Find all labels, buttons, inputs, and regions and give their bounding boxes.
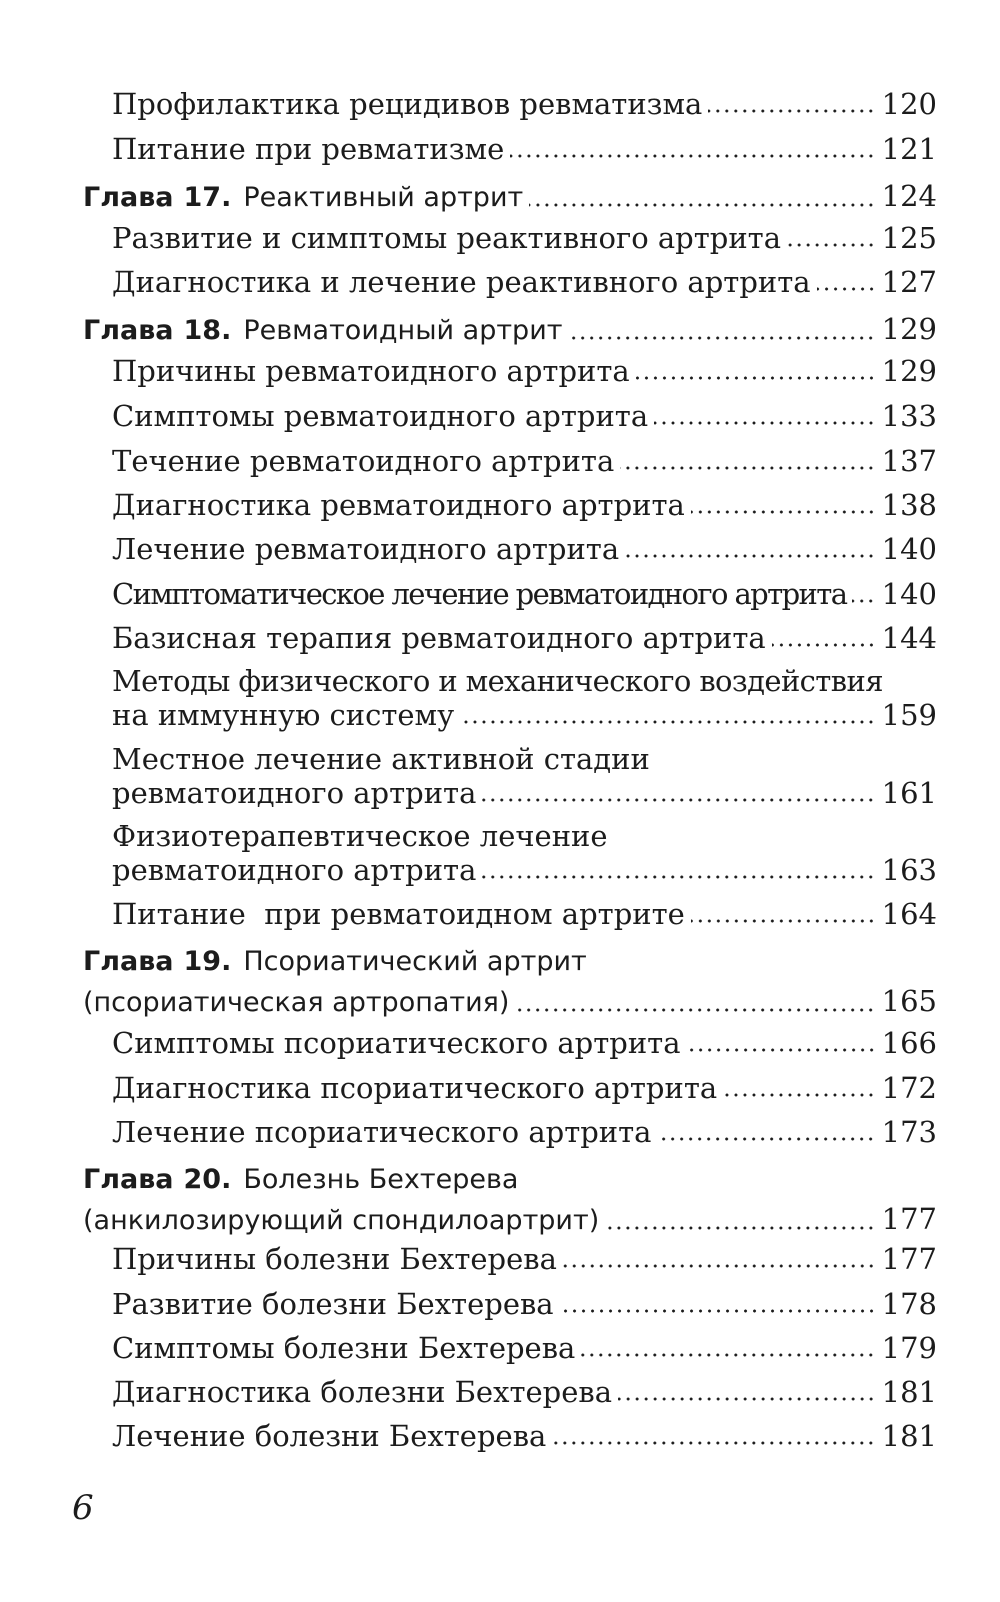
toc-entry-title: Диагностика псориатического артрита [112, 1071, 718, 1105]
toc-entry-title-line1: Методы физического и механического воздействия [112, 664, 883, 698]
toc-chapter-entry [83, 983, 937, 1021]
chapter-label: Глава [83, 946, 174, 977]
toc-entry-page: 144 [881, 621, 937, 655]
toc-entry-title: Базисная терапия ревматоидного артрита [112, 621, 766, 655]
toc-entry-title: Питание при ревматоидном артрите [112, 897, 685, 931]
dot-leader [563, 1264, 876, 1268]
toc-entry-title: Лечение псориатического артрита [112, 1115, 652, 1149]
toc-entry-title: Развитие болезни Бехтерева [112, 1287, 554, 1321]
dot-leader [817, 287, 876, 291]
toc-entry-page: 173 [881, 1115, 937, 1149]
chapter-label: Глава [83, 1164, 174, 1195]
toc-entry [112, 697, 937, 733]
toc-entry-page: 181 [881, 1419, 937, 1453]
toc-entry-page: 140 [881, 532, 937, 566]
toc-entry-page: 164 [881, 897, 937, 931]
dot-leader [654, 421, 876, 425]
toc-entry [112, 1330, 937, 1366]
toc-entry-title: Лечение болезни Бехтерева [112, 1419, 547, 1453]
toc-entry [112, 131, 937, 167]
dot-leader [691, 919, 876, 923]
toc-entry [112, 852, 937, 888]
toc-entry-page: 172 [881, 1071, 937, 1105]
dot-leader [515, 1008, 875, 1012]
toc-entry-page: 121 [881, 132, 937, 166]
toc-entry-page: 165 [881, 984, 937, 1018]
toc-chapter-heading [83, 1162, 518, 1198]
toc-chapter-entry [83, 1201, 937, 1239]
toc-entry-page: 177 [881, 1202, 937, 1236]
chapter-number: 20. [183, 1164, 232, 1195]
toc-entry-title: Профилактика рецидивов ревматизма [112, 87, 703, 121]
dot-leader [482, 875, 875, 879]
dot-leader [708, 109, 875, 113]
toc-entry [112, 775, 937, 811]
toc-entry-title: Симптомы ревматоидного артрита [112, 399, 649, 433]
toc-entry [112, 1114, 937, 1150]
toc-entry-title: Течение ревматоидного артрита [112, 444, 615, 478]
toc-entry [112, 620, 937, 656]
toc-entry-title: на иммунную систему [112, 698, 455, 732]
toc-entry-page: 129 [881, 354, 937, 388]
toc-entry [112, 353, 937, 389]
dot-leader [852, 599, 875, 603]
chapter-label: Глава [83, 315, 174, 346]
toc-entry [112, 1374, 937, 1410]
toc-entry-page: 161 [881, 776, 937, 810]
toc-entry-page: 133 [881, 399, 937, 433]
toc-entry-page: 181 [881, 1375, 937, 1409]
toc-entry-title: Лечение ревматоидного артрита [112, 532, 620, 566]
dot-leader [552, 1441, 875, 1445]
toc-entry-page: 138 [881, 488, 937, 522]
chapter-title-line2: (псориатическая артропатия) [83, 987, 510, 1018]
dot-leader [460, 720, 875, 724]
toc-entry [112, 487, 937, 523]
chapter-number: 17. [183, 182, 232, 213]
dot-leader [772, 643, 876, 647]
toc-entry-page: 124 [881, 179, 937, 213]
dot-leader [723, 1093, 875, 1097]
toc-entry [112, 1025, 937, 1061]
toc-entry-title: Диагностика и лечение реактивного артрита [112, 265, 811, 299]
chapter-label: Глава [83, 182, 174, 213]
toc-entry-page: 129 [881, 312, 937, 346]
chapter-title: Болезнь Бехтерева [243, 1164, 519, 1195]
dot-leader [605, 1226, 875, 1230]
toc-entry [112, 220, 937, 256]
toc-entry-page: 166 [881, 1026, 937, 1060]
dot-leader [581, 1353, 875, 1357]
toc-entry-page: 140 [881, 577, 937, 611]
toc-entry-title: Симптоматическое лечение ревматоидного артрита [112, 577, 847, 611]
toc-entry [112, 398, 937, 434]
dot-leader [687, 1048, 876, 1052]
toc-entry [112, 1070, 937, 1106]
toc-entry-title: Развитие и симптомы реактивного артрита [112, 221, 782, 255]
toc-chapter-entry [83, 311, 937, 349]
toc-entry-page: 127 [881, 265, 937, 299]
toc-entry [112, 264, 937, 300]
toc-entry-title: ревматоидного артрита [112, 776, 477, 810]
toc-entry-title-line1: Физиотерапевтическое лечение [112, 819, 608, 853]
dot-leader [787, 243, 876, 247]
toc-entry-page: 120 [881, 87, 937, 121]
toc-entry-page: 178 [881, 1287, 937, 1321]
toc-chapter-heading [83, 944, 587, 980]
toc-entry-title: Симптомы болезни Бехтерева [112, 1331, 576, 1365]
toc-entry-title: Симптомы псориатического артрита [112, 1026, 681, 1060]
toc-entry [112, 1418, 937, 1454]
dot-leader [625, 554, 876, 558]
chapter-number: 18. [183, 315, 232, 346]
toc-entry [112, 531, 937, 567]
toc-entry [112, 443, 937, 479]
toc-entry-title: Диагностика болезни Бехтерева [112, 1375, 612, 1409]
toc-entry [112, 1241, 937, 1277]
toc-entry-page: 163 [881, 853, 937, 887]
toc-entry [112, 896, 937, 932]
toc-entry-title: Питание при ревматизме [112, 132, 505, 166]
dot-leader [529, 203, 875, 207]
dot-leader [636, 376, 876, 380]
dot-leader [618, 1397, 876, 1401]
toc-entry-page: 125 [881, 221, 937, 255]
toc-entry-page: 137 [881, 444, 937, 478]
toc-entry-title: Причины ревматоидного артрита [112, 354, 630, 388]
dot-leader [691, 510, 876, 514]
toc-entry-title: Причины болезни Бехтерева [112, 1242, 557, 1276]
toc-entry-page: 159 [881, 698, 937, 732]
toc-entry-title: Диагностика ревматоидного артрита [112, 488, 685, 522]
toc-entry-page: 177 [881, 1242, 937, 1276]
chapter-title-line2: (анкилозирующий спондилоартрит) [83, 1205, 600, 1236]
chapter-title: Реактивный артрит [243, 182, 524, 213]
toc-entry-title-line1: Местное лечение активной стадии [112, 742, 650, 776]
toc-entry [112, 86, 937, 122]
toc-entry-title: ревматоидного артрита [112, 853, 477, 887]
dot-leader [568, 336, 875, 340]
toc-entry [112, 1286, 937, 1322]
dot-leader [560, 1309, 876, 1313]
dot-leader [510, 154, 875, 158]
chapter-number: 19. [183, 946, 232, 977]
dot-leader [482, 798, 875, 802]
dot-leader [620, 466, 875, 470]
chapter-title: Псориатический артрит [243, 946, 587, 977]
toc-chapter-entry [83, 178, 937, 216]
toc-entry [112, 576, 937, 612]
page-number: 6 [72, 1488, 94, 1528]
dot-leader [657, 1137, 875, 1141]
chapter-title: Ревматоидный артрит [243, 315, 563, 346]
toc-entry-page: 179 [881, 1331, 937, 1365]
